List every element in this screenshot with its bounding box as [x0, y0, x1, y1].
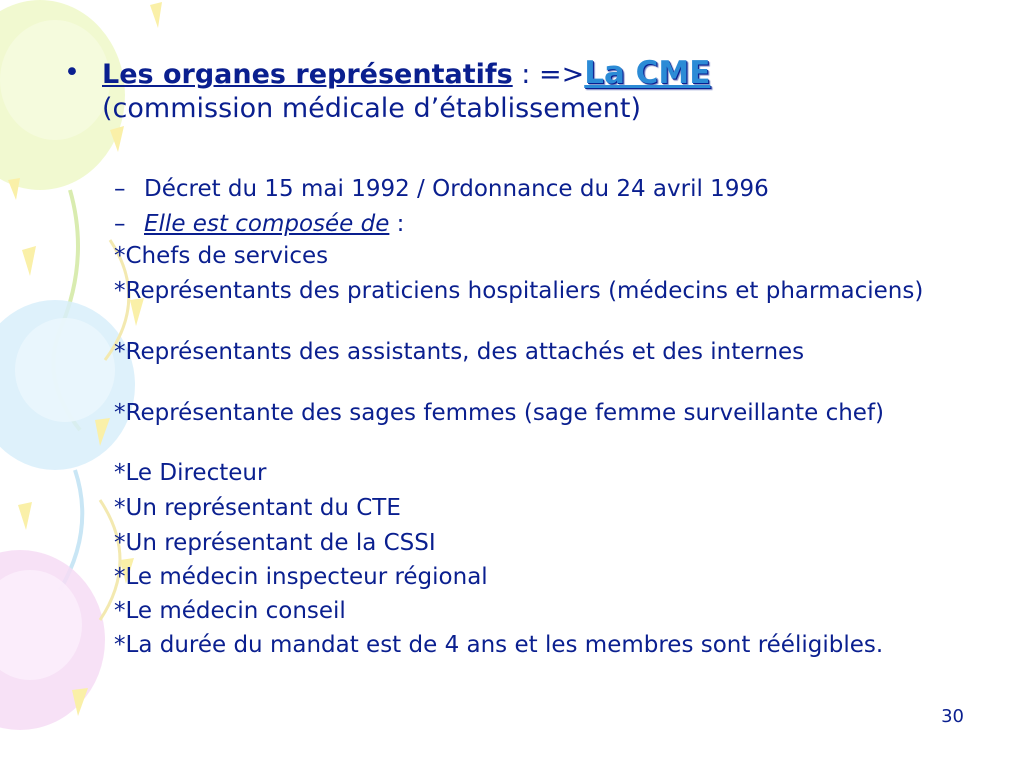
list-item: *La durée du mandat est de 4 ans et les membres sont rééligibles. [114, 632, 884, 658]
list-item: *Représentante des sages femmes (sage femme surveillante chef) [114, 400, 885, 426]
list-item: *Un représentant de la CSSI [114, 530, 436, 556]
dash-symbol: – [114, 211, 126, 237]
composition-label: Elle est composée de [144, 211, 390, 237]
list-item: *Le médecin conseil [114, 598, 346, 624]
list-item: *Représentants des assistants, des attachés et des internes [114, 339, 805, 365]
list-item: *Chefs de services [114, 243, 329, 269]
heading-organes: Les organes représentatifs [102, 59, 513, 90]
page-number: 30 [941, 706, 964, 727]
list-item: *Le Directeur [114, 460, 267, 486]
highlight-cme: La CME [584, 55, 711, 91]
sub-item-text [144, 210, 404, 238]
heading-arrow: : => [512, 59, 585, 90]
list-item: *Représentants des praticiens hospitaliers (médecins et pharmaciens) [114, 278, 924, 304]
heading-subtitle: (commission médicale d’établissement) [102, 93, 641, 124]
dash-symbol: – [114, 176, 126, 202]
sub-item-text: Décret du 15 mai 1992 / Ordonnance du 24 avril 1996 [144, 176, 769, 202]
composition-colon: : [389, 211, 405, 237]
main-bullet-text [102, 56, 962, 126]
list-item: *Le médecin inspecteur régional [114, 564, 488, 590]
list-item: *Un représentant du CTE [114, 495, 401, 521]
bullet-dot: • [64, 57, 80, 88]
